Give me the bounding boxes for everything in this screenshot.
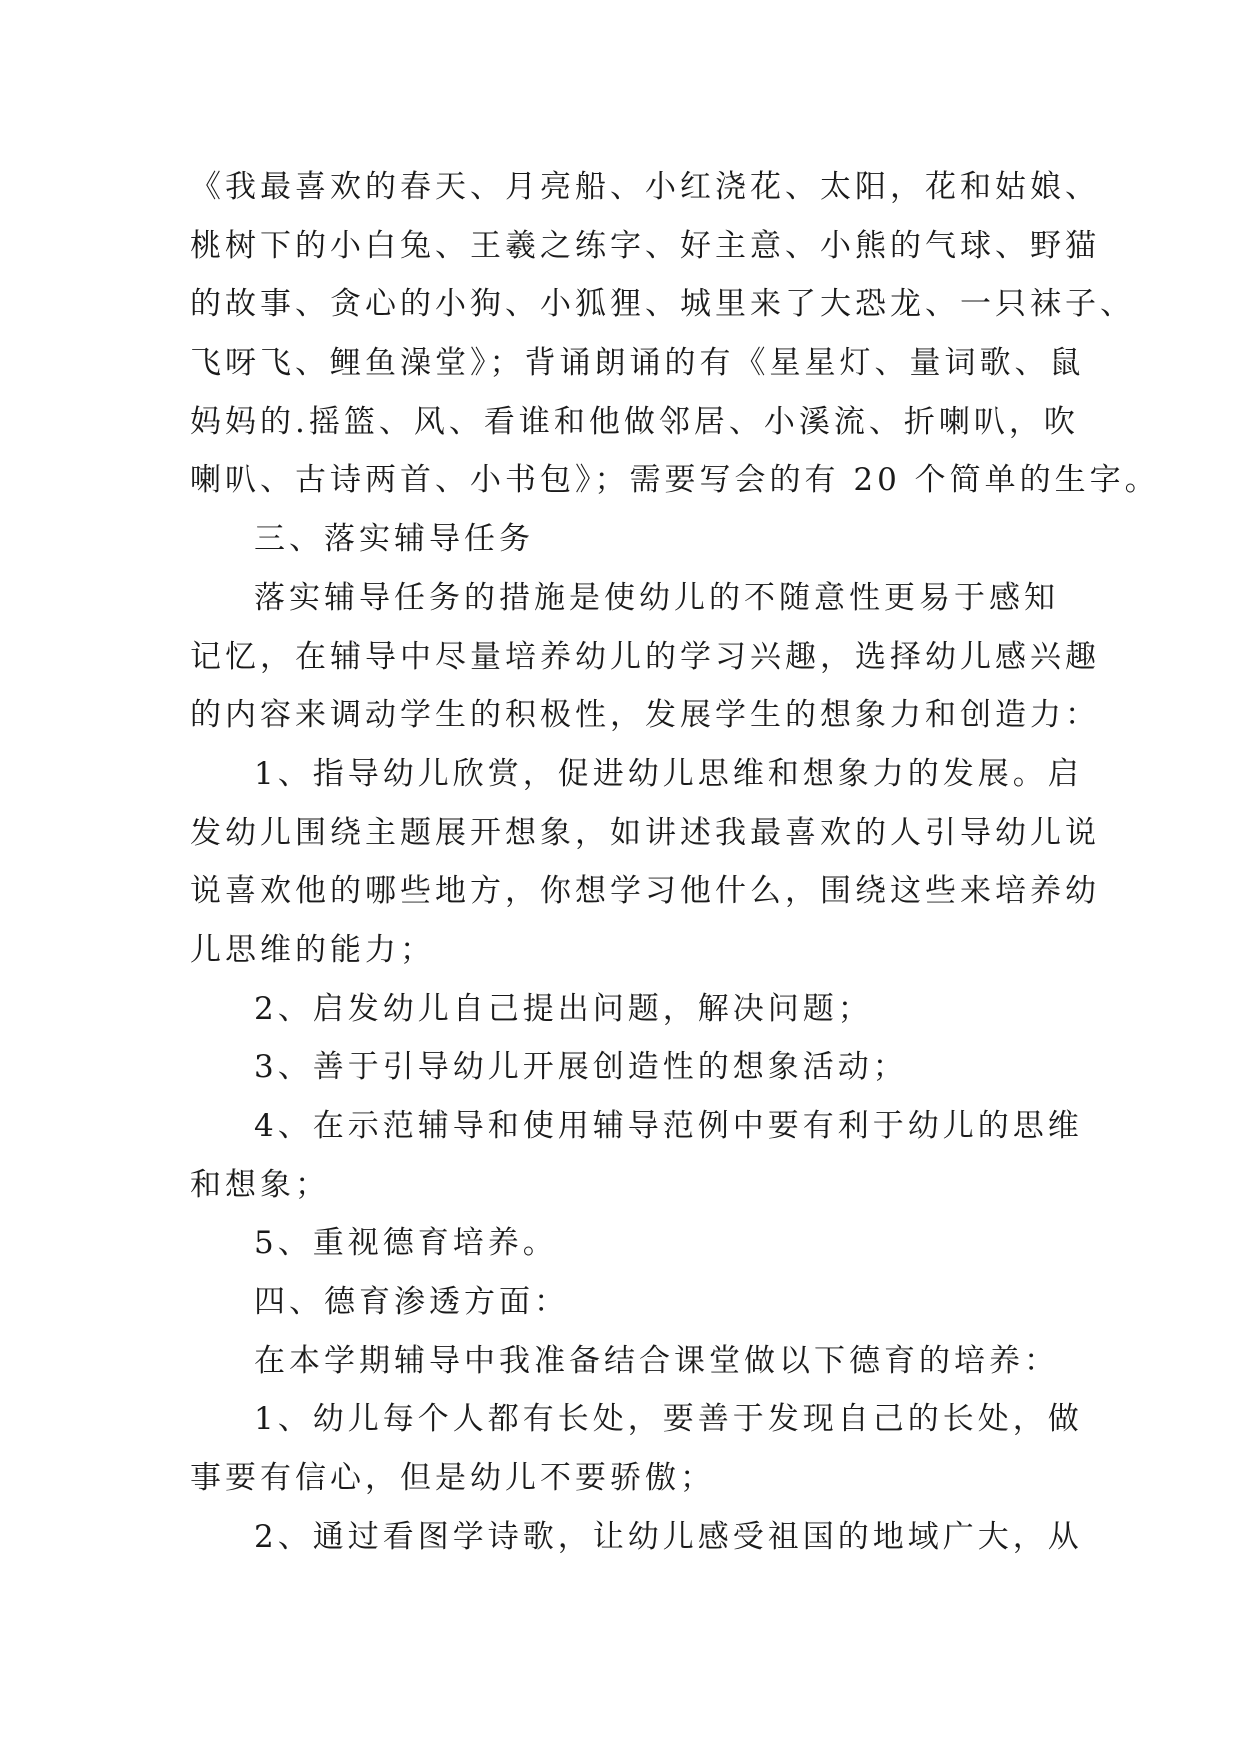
document-body	[190, 158, 1160, 1567]
text-line: 3、善于引导幼儿开展创造性的想象活动；	[254, 1049, 908, 1086]
text-line: 和想象；	[190, 1166, 330, 1203]
text-line: 飞呀飞、鲤鱼澡堂》；背诵朗诵的有《星星灯、量词歌、鼠	[190, 345, 1085, 382]
text-line: 《我最喜欢的春天、月亮船、小红浇花、太阳，花和姑娘、	[190, 169, 1100, 205]
text-line: 5、重视德育培养。	[254, 1225, 558, 1262]
text-line: 1、幼儿每个人都有长处，要善于发现自己的长处，做	[254, 1401, 1083, 1438]
text-line: 的内容来调动学生的积极性，发展学生的想象力和创造力：	[190, 697, 1100, 734]
text-line: 喇叭、古诗两首、小书包》；需要写会的有 20 个简单的生字。	[190, 462, 1160, 499]
text-line: 说喜欢他的哪些地方，你想学习他什么，围绕这些来培养幼	[190, 873, 1100, 910]
text-line: 事要有信心，但是幼儿不要骄傲；	[190, 1460, 715, 1497]
text-line: 三、落实辅导任务	[254, 521, 534, 558]
text-line: 1、指导幼儿欣赏，促进幼儿思维和想象力的发展。启	[254, 755, 1083, 792]
text-line: 2、通过看图学诗歌，让幼儿感受祖国的地域广大，从	[254, 1518, 1083, 1555]
text-line: 妈妈的.摇篮、风、看谁和他做邻居、小溪流、折喇叭，吹	[190, 403, 1079, 440]
text-line: 落实辅导任务的措施是使幼儿的不随意性更易于感知	[254, 579, 1059, 616]
text-line: 的故事、贪心的小狗、小狐狸、城里来了大恐龙、一只袜子、	[190, 286, 1135, 323]
text-line: 在本学期辅导中我准备结合课堂做以下德育的培养：	[254, 1342, 1059, 1379]
text-line: 儿思维的能力；	[190, 931, 435, 968]
text-line: 2、启发幼儿自己提出问题，解决问题；	[254, 990, 873, 1027]
text-line: 发幼儿围绕主题展开想象，如讲述我最喜欢的人引导幼儿说	[190, 814, 1100, 851]
text-line: 4、在示范辅导和使用辅导范例中要有利于幼儿的思维	[254, 1108, 1083, 1144]
text-line: 记忆，在辅导中尽量培养幼儿的学习兴趣，选择幼儿感兴趣	[190, 638, 1100, 675]
text-line: 桃树下的小白兔、王羲之练字、好主意、小熊的气球、野猫	[190, 227, 1100, 264]
text-line: 四、德育渗透方面：	[254, 1284, 569, 1321]
